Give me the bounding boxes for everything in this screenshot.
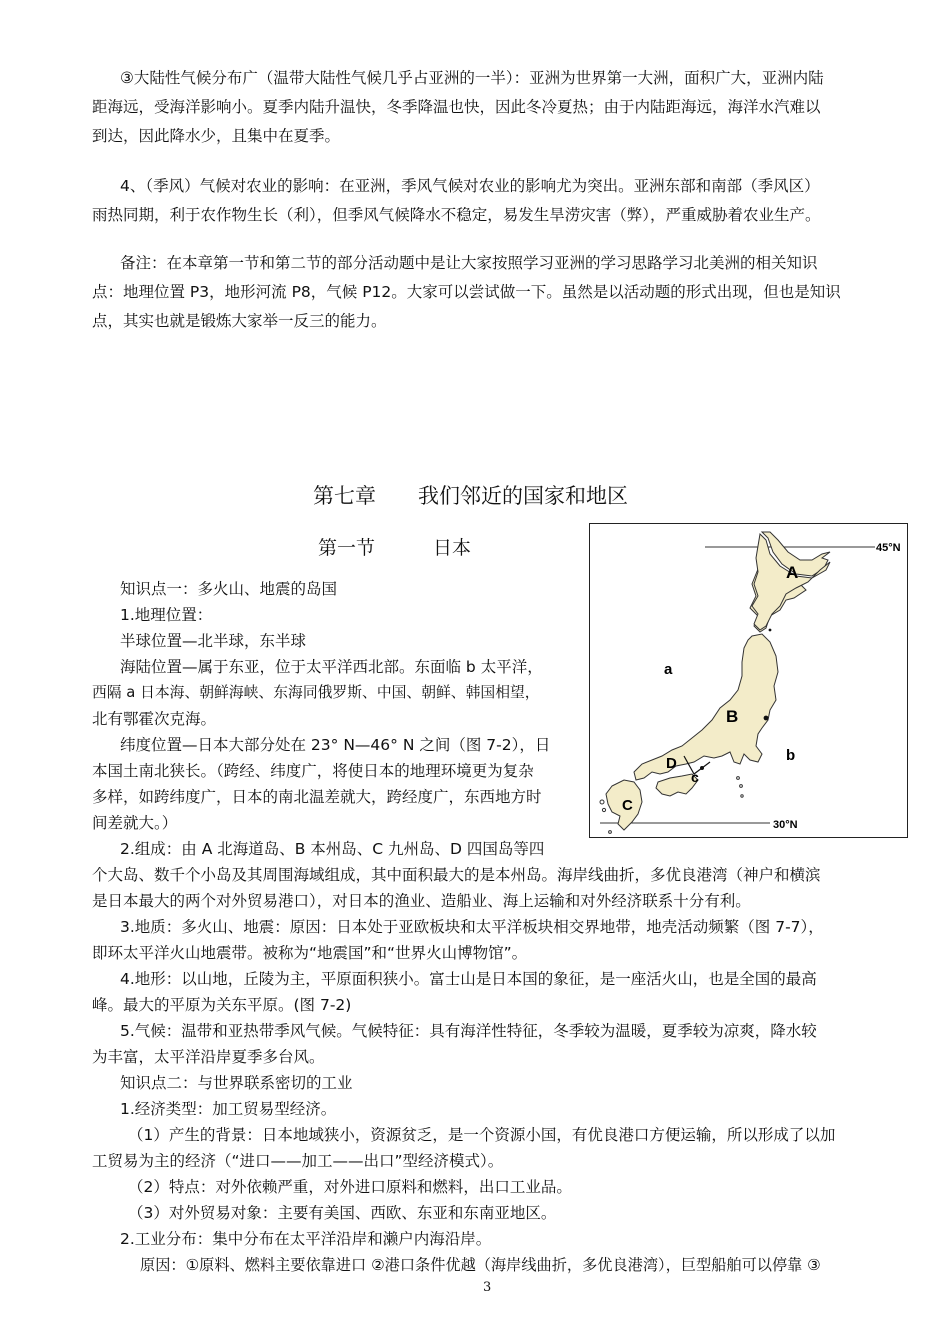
small-island [740,785,743,788]
text-line: 备注：在本章第一节和第二节的部分活动题中是让大家按照学习亚洲的学习思路学习北美洲的相关知识 [120,254,818,272]
label-B: B [726,707,739,726]
text-line: 知识点一：多火山、地震的岛国 [120,580,338,598]
text-line: 3.地质：多火山、地震：原因：日本处于亚欧板块和太平洋板块相交界地带，地壳活动频繁（图 7-7）， [120,918,824,936]
label-C: C [622,797,633,814]
text-line: 多样，如跨纬度广，日本的南北温差就大，跨经度广，东西地方时 [92,788,542,806]
latitude-45-label: 45°N [876,542,901,554]
text-line: 半球位置—北半球，东半球 [120,632,307,650]
text-line: 即环太平洋火山地震带。被称为“地震国”和“世界火山博物馆”。 [92,944,528,962]
label-c: c [691,769,699,785]
small-island [609,831,612,834]
text-line: 点：地理位置 P3，地形河流 P8，气候 P12。大家可以尝试做一下。虽然是以活动题的形式出现，但也是知识 [92,283,841,301]
chapter-heading [313,480,628,510]
text-line: 1.经济类型：加工贸易型经济。 [120,1100,337,1118]
text-line: 北有鄂霍次克海。 [92,710,217,728]
text-line: 知识点二：与世界联系密切的工业 [120,1074,353,1092]
small-island [600,800,604,804]
text-line: （2）特点：对外依赖严重，对外进口原料和燃料，出口工业品。 [128,1178,572,1196]
chapter-number: 第七章 [313,484,376,508]
text-line: 1.地理位置： [120,606,213,624]
text-line: 距海远，受海洋影响小。夏季内陆升温快，冬季降温也快，因此冬冷夏热；由于内陆距海远，海洋水汽难以 [92,98,821,116]
latitude-30-label: 30°N [773,819,798,831]
text-line: 4、（季风）气候对农业的影响：在亚洲，季风气候对农业的影响尤为突出。亚洲东部和南部（季风区） [120,177,820,195]
text-line: 为丰富，太平洋沿岸夏季多台风。 [92,1048,325,1066]
text-line: 到达，因此降水少，且集中在夏季。 [92,127,341,145]
text-line: 原因：①原料、燃料主要依靠进口 ②港口条件优越（海岸线曲折，多优良港湾），巨型船舶可以停靠 ③ [140,1256,821,1274]
text-line: 2.工业分布：集中分布在太平洋沿岸和濑户内海沿岸。 [120,1230,492,1248]
text-line: 本国土南北狭长。（跨经、纬度广，将使日本的地理环境更为复杂 [92,762,534,780]
text-line: 是日本最大的两个对外贸易港口），对日本的渔业、造船业、海上运输和对外经济联系十分有利。 [92,892,751,910]
city-dot [764,716,769,721]
japan-map [589,523,908,838]
honshu-island [634,634,778,780]
text-line: （1）产生的背景：日本地域狭小，资源贫乏，是一个资源小国，有优良港口方便运输，所以形成了以加 [128,1126,836,1144]
page-number: 3 [483,1280,492,1295]
text-line: 点，其实也就是锻炼大家举一反三的能力。 [92,312,387,330]
text-line: 峰。最大的平原为关东平原。(图 7-2) [92,996,352,1014]
label-b: b [786,747,796,764]
text-line: 海陆位置—属于东亚，位于太平洋西北部。东面临 b 太平洋， [120,658,543,676]
text-line: 雨热同期，利于农作物生长（利），但季风气候降水不稳定，易发生旱涝灾害（弊），严重威胁着农业生产。 [92,206,821,224]
text-line: 个大岛、数千个小岛及其周围海域组成，其中面积最大的是本州岛。海岸线曲折，多优良港湾（神户和横滨 [92,866,821,884]
small-island [602,808,605,811]
text-line: 4.地形：以山地，丘陵为主，平原面积狭小。富士山是日本国的象征，是一座活火山，也是全国的最高 [120,970,817,988]
label-A: A [786,563,799,582]
text-line: 间差就大。） [92,814,178,832]
label-a: a [664,661,673,678]
section-title: 日本 [433,537,472,559]
text-line: 2.组成：由 A 北海道岛、B 本州岛、C 九州岛、D 四国岛等四 [120,840,545,858]
text-line: 工贸易为主的经济（“进口——加工——出口”型经济模式）。 [92,1152,504,1170]
section-number: 第一节 [318,537,376,559]
label-D: D [666,755,677,772]
text-line: （3）对外贸易对象：主要有美国、西欧、东亚和东南亚地区。 [128,1204,557,1222]
small-island [737,777,740,780]
hokkaido-main [752,534,830,630]
city-dot [769,629,772,632]
text-line: 西隔 a 日本海、朝鲜海峡、东海同俄罗斯、中国、朝鲜、韩国相望， [92,684,540,701]
japan-map-svg [590,524,907,837]
section-heading [318,533,471,560]
text-line: 纬度位置—日本大部分处在 23° N—46° N 之间（图 7-2），日 [120,736,551,754]
chapter-title: 我们邻近的国家和地区 [418,484,628,508]
small-island [741,795,743,797]
text-line: ③大陆性气候分布广（温带大陆性气候几乎占亚洲的一半）：亚洲为世界第一大洲，面积广大，亚洲内陆 [120,69,824,87]
text-line: 5.气候：温带和亚热带季风气候。气候特征：具有海洋性特征，冬季较为温暖，夏季较为凉爽，降水较 [120,1022,817,1040]
